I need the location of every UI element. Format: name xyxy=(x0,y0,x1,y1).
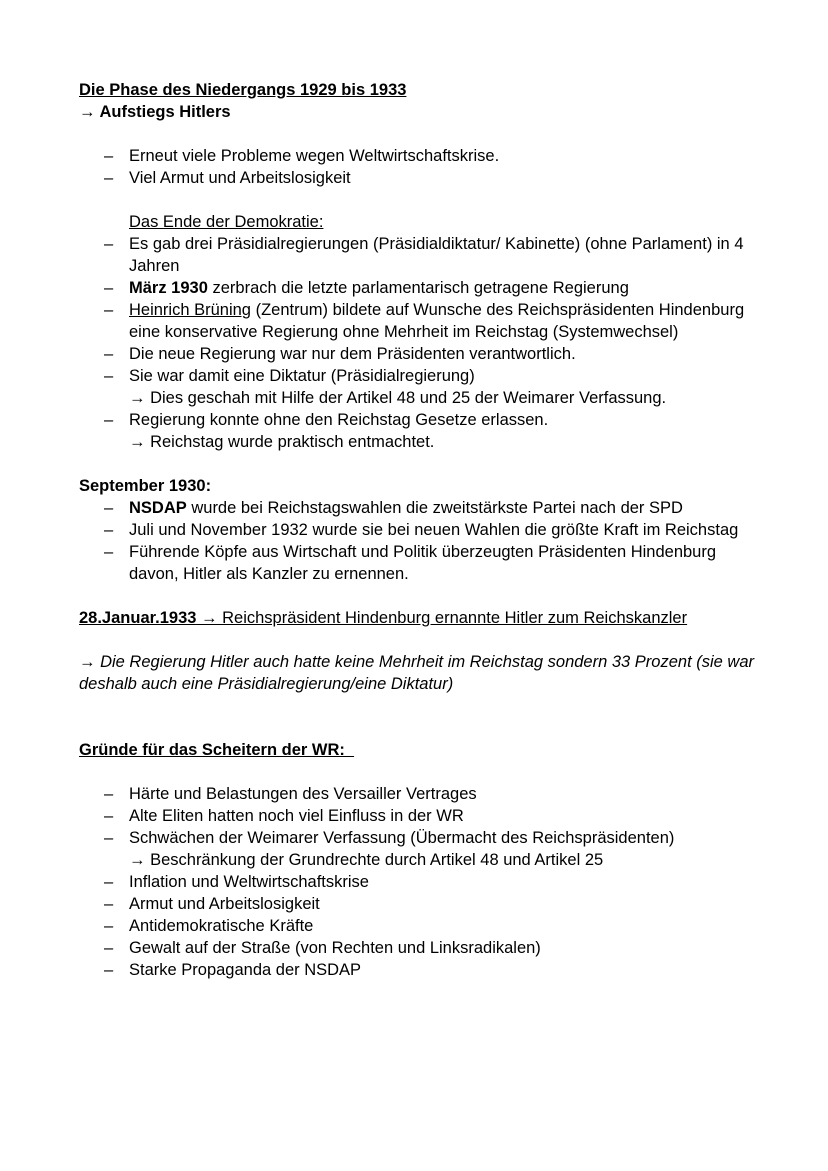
list-item: – Die neue Regierung war nur dem Präsidenten verantwortlich. xyxy=(129,343,759,365)
list-item-text: wurde bei Reichstagswahlen die zweitstärkste Partei nach der SPD xyxy=(186,499,683,517)
list-item xyxy=(129,299,759,343)
hitler-government-note: → Die Regierung Hitler auch hatte keine Mehrheit im Reichstag sondern 33 Prozent (sie war deshalb auch eine Präsidialregierung/eine Diktatur) xyxy=(79,653,754,693)
list-item: – Gewalt auf der Straße (von Rechten und Linksradikalen) xyxy=(129,937,759,959)
list-item-text: (Zentrum) bildete auf Wunsche des Reichspräsidenten Hindenburg eine konservative Regierung ohne Mehrheit im Reichstag (Systemwechsel) xyxy=(129,301,745,341)
list-item: – Starke Propaganda der NSDAP xyxy=(129,959,759,981)
section-heading-democracy: Das Ende der Demokratie: xyxy=(129,213,324,231)
january-text: → Reichspräsident Hindenburg ernannte Hitler zum Reichskanzler xyxy=(196,609,688,627)
section-heading-reasons: Gründe für das Scheitern der WR: xyxy=(79,741,355,759)
list-item: – Erneut viele Probleme wegen Weltwirtschaftskrise. xyxy=(129,145,759,167)
january-date: 28.Januar.1933 xyxy=(79,609,197,627)
list-item xyxy=(129,827,759,871)
page-subtitle: → Aufstiegs Hitlers xyxy=(79,103,231,121)
list-item: – Viel Armut und Arbeitslosigkeit xyxy=(129,167,759,189)
party-name: NSDAP xyxy=(129,499,187,517)
list-item-note: → Dies geschah mit Hilfe der Artikel 48 und 25 der Weimarer Verfassung. xyxy=(129,389,667,407)
list-item-note: → Beschränkung der Grundrechte durch Artikel 48 und Artikel 25 xyxy=(129,851,604,869)
democracy-list xyxy=(79,233,759,453)
list-item-text: – Regierung konnte ohne den Reichstag Gesetze erlassen. xyxy=(129,411,549,429)
list-item: – Juli und November 1932 wurde sie bei neuen Wahlen die größte Kraft im Reichstag xyxy=(129,519,759,541)
list-item: – Härte und Belastungen des Versailler Vertrages xyxy=(129,783,759,805)
list-item-note: → Reichstag wurde praktisch entmachtet. xyxy=(129,433,435,451)
list-item: – Alte Eliten hatten noch viel Einfluss in der WR xyxy=(129,805,759,827)
reasons-list xyxy=(79,783,759,981)
list-item: – Inflation und Weltwirtschaftskrise xyxy=(129,871,759,893)
list-item xyxy=(129,365,759,409)
document-page xyxy=(79,79,759,981)
list-item xyxy=(129,409,759,453)
list-item-text: – Sie war damit eine Diktatur (Präsidialregierung) xyxy=(129,367,475,385)
list-item: – Führende Köpfe aus Wirtschaft und Politik überzeugten Präsidenten Hindenburg davon, Hitler als Kanzler zu ernennen. xyxy=(129,541,759,585)
date-highlight: März 1930 xyxy=(129,279,208,297)
intro-list xyxy=(79,145,759,189)
person-name: Heinrich Brüning xyxy=(129,301,251,319)
section-heading-september: September 1930: xyxy=(79,477,212,495)
list-item: – Armut und Arbeitslosigkeit xyxy=(129,893,759,915)
list-item-text: zerbrach die letzte parlamentarisch getragene Regierung xyxy=(207,279,629,297)
list-item: – Es gab drei Präsidialregierungen (Präsidialdiktatur/ Kabinette) (ohne Parlament) in 4 Jahren xyxy=(129,233,759,277)
list-item-text: – Schwächen der Weimarer Verfassung (Übermacht des Reichspräsidenten) xyxy=(129,829,675,847)
list-item xyxy=(129,497,759,519)
september-list xyxy=(79,497,759,585)
list-item xyxy=(129,277,759,299)
page-title: Die Phase des Niedergangs 1929 bis 1933 xyxy=(79,81,407,99)
january-line xyxy=(79,607,759,629)
list-item: – Antidemokratische Kräfte xyxy=(129,915,759,937)
